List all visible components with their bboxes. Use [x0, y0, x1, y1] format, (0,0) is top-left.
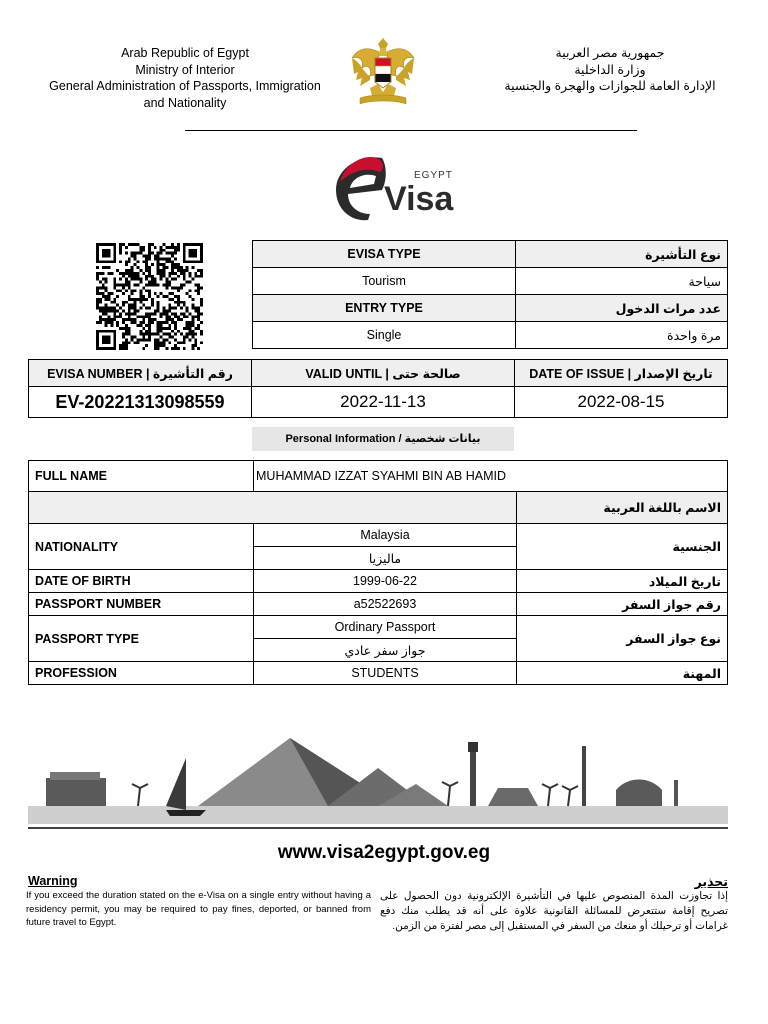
nationality-label: NATIONALITY [29, 524, 254, 570]
full-name-label: FULL NAME [29, 461, 254, 492]
header-ar-line: الإدارة العامة للجوازات والهجرة والجنسية [504, 79, 716, 93]
header-en-line: and Nationality [143, 95, 227, 110]
header-en-line: General Administration of Passports, Immigration [49, 79, 321, 93]
header-arabic [480, 45, 740, 95]
passport-type-label: PASSPORT TYPE [29, 616, 254, 662]
visa-number-table [28, 359, 728, 418]
eagle-emblem [350, 34, 416, 112]
arabic-name-value [29, 492, 517, 524]
nationality-label-ar: الجنسية [517, 524, 728, 570]
dob-value: 1999-06-22 [254, 570, 517, 593]
entry-type-value: Single [253, 322, 516, 349]
arabic-name-label: الاسم باللغة العربية [517, 492, 728, 524]
logo-egypt-text: EGYPT [414, 170, 453, 181]
warning-text-ar: إذا تجاوزت المدة المنصوص عليها في التأشيرة الإلكترونية دون الحصول على تصريح إقامة ستتعرض للمسائلة القانونية علاوة على أنه قد يطلب منك دفع غرامات أو ترحيلك أو منعك من السفر في المستقبل إلى مصر لفترة من الزمن. [380, 890, 728, 932]
warning-title: Warning [28, 874, 78, 888]
nationality-value-ar: ماليزيا [254, 547, 517, 570]
header-divider [185, 130, 637, 131]
profession-label: PROFESSION [29, 662, 254, 685]
website-url[interactable]: www.visa2egypt.gov.eg [277, 842, 491, 863]
dob-label: DATE OF BIRTH [29, 570, 254, 593]
header-english [30, 45, 340, 111]
profession-label-ar: المهنة [517, 662, 728, 685]
evisa-number-value: EV-20221313098559 [29, 387, 252, 418]
evisa-number-label: EVISA NUMBER | رقم التأشيرة [29, 360, 252, 387]
entry-type-label-ar: عدد مرات الدخول [516, 295, 728, 322]
logo-visa-text: Visa [384, 180, 454, 218]
passport-type-value-ar: جواز سفر عادي [254, 639, 517, 662]
header-ar-line: جمهورية مصر العربية [555, 46, 665, 60]
header-ar-line: وزارة الداخلية [574, 62, 646, 77]
passport-number-label-ar: رقم جواز السفر [517, 593, 728, 616]
header-en-line: Ministry of Interior [135, 62, 235, 77]
evisa-type-value-ar: سياحة [516, 268, 728, 295]
entry-type-label: ENTRY TYPE [253, 295, 516, 322]
full-name-value: MUHAMMAD IZZAT SYAHMI BIN AB HAMID [254, 461, 728, 492]
dob-label-ar: تاريخ الميلاد [517, 570, 728, 593]
passport-number-label: PASSPORT NUMBER [29, 593, 254, 616]
header-en-line: Arab Republic of Egypt [121, 46, 249, 60]
passport-type-label-ar: نوع جواز السفر [517, 616, 728, 662]
valid-until-value: 2022-11-13 [252, 387, 515, 418]
egypt-skyline-illustration [28, 728, 728, 830]
evisa-type-label: EVISA TYPE [253, 241, 516, 268]
personal-info-heading: Personal Information / بيانات شخصية [252, 427, 514, 451]
evisa-logo [330, 150, 460, 225]
date-of-issue-label: DATE OF ISSUE | تاريخ الإصدار [515, 360, 728, 387]
passport-type-value: Ordinary Passport [254, 616, 517, 639]
date-of-issue-value: 2022-08-15 [515, 387, 728, 418]
qr-code [96, 243, 203, 350]
profession-value: STUDENTS [254, 662, 517, 685]
personal-info-table [28, 460, 728, 685]
evisa-type-label-ar: نوع التأشيرة [516, 241, 728, 268]
evisa-type-value: Tourism [253, 268, 516, 295]
visa-type-table [252, 240, 728, 349]
nationality-value: Malaysia [254, 524, 517, 547]
passport-number-value: a52522693 [254, 593, 517, 616]
warning-title-ar: تحذير [694, 875, 728, 889]
warning-text: If you exceed the duration stated on the e-Visa on a single entry without having a residency permit, you may be required to pay fines, deported, or banned from future travel to Egypt. [26, 890, 371, 928]
entry-type-value-ar: مرة واحدة [516, 322, 728, 349]
valid-until-label: VALID UNTIL | صالحة حتى [252, 360, 515, 387]
